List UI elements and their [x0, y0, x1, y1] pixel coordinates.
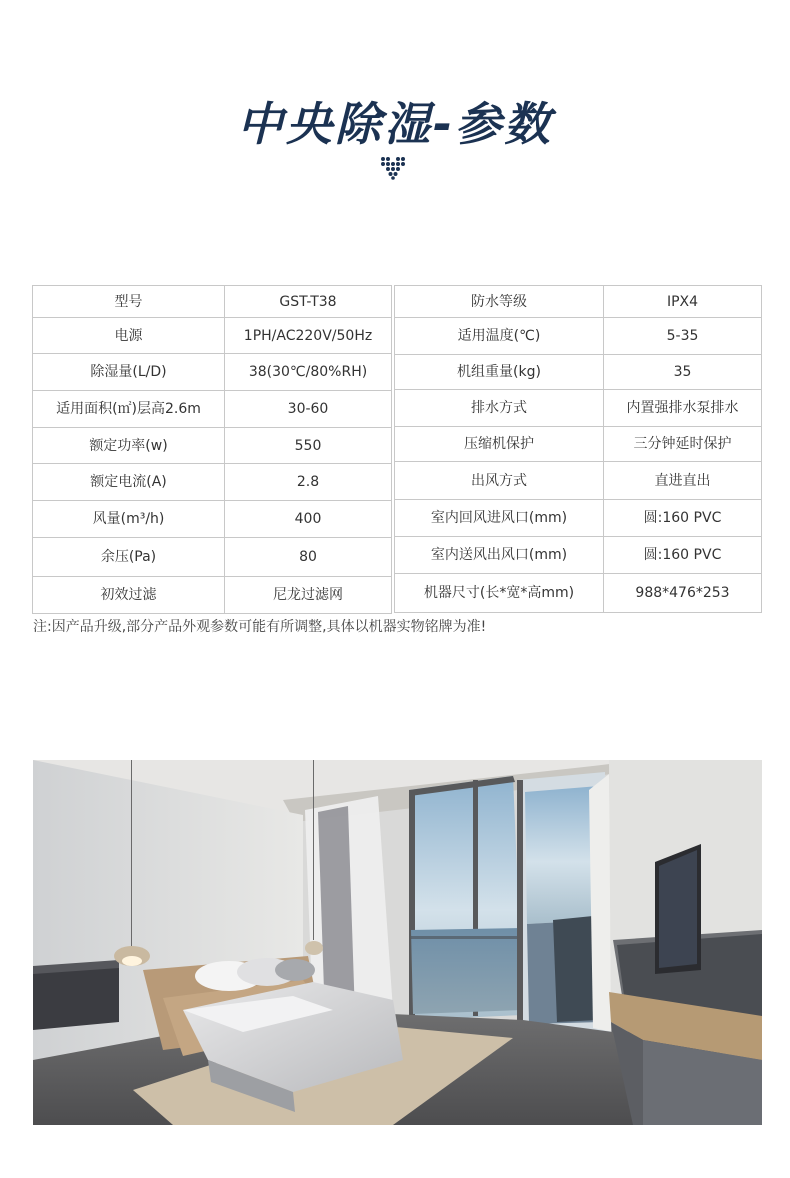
spec-label: 出风方式	[395, 462, 604, 500]
table-row	[395, 427, 762, 462]
dotted-heart-logo-icon	[380, 156, 406, 180]
table-row	[395, 537, 762, 574]
table-row	[33, 464, 392, 501]
spec-value: 5-35	[604, 318, 762, 355]
table-row	[395, 318, 762, 355]
spec-value: 圆:160 PVC	[604, 500, 762, 537]
table-row	[395, 286, 762, 318]
table-row	[33, 354, 392, 391]
spec-value: 400	[225, 501, 392, 538]
spec-label: 适用温度(℃)	[395, 318, 604, 355]
spec-value: 三分钟延时保护	[604, 427, 762, 462]
spec-value: 38(30℃/80%RH)	[225, 354, 392, 391]
spec-label: 防水等级	[395, 286, 604, 318]
spec-label: 机组重量(kg)	[395, 355, 604, 390]
table-row	[395, 462, 762, 500]
table-row	[395, 574, 762, 613]
spec-label: 室内回风进风口(mm)	[395, 500, 604, 537]
spec-value: GST-T38	[225, 286, 392, 318]
spec-label: 初效过滤	[33, 577, 225, 614]
spec-tables	[32, 285, 761, 608]
table-row	[395, 390, 762, 427]
spec-label: 排水方式	[395, 390, 604, 427]
spec-label: 压缩机保护	[395, 427, 604, 462]
table-row	[33, 501, 392, 538]
spec-table-right	[394, 285, 762, 613]
spec-value: 550	[225, 428, 392, 464]
spec-label: 机器尺寸(长*宽*高mm)	[395, 574, 604, 613]
spec-label: 室内送风出风口(mm)	[395, 537, 604, 574]
spec-value: 圆:160 PVC	[604, 537, 762, 574]
table-row	[33, 577, 392, 614]
spec-label: 额定功率(w)	[33, 428, 225, 464]
spec-label: 电源	[33, 318, 225, 354]
disclaimer-note: 注:因产品升级,部分产品外观参数可能有所调整,具体以机器实物铭牌为准!	[33, 619, 487, 635]
spec-label: 风量(m³/h)	[33, 501, 225, 538]
page-title: 中央除湿-参数	[236, 97, 554, 151]
spec-value: IPX4	[604, 286, 762, 318]
spec-value: 直进直出	[604, 462, 762, 500]
spec-label: 余压(Pa)	[33, 538, 225, 577]
spec-value: 1PH/AC220V/50Hz	[225, 318, 392, 354]
spec-value: 30-60	[225, 391, 392, 428]
table-row	[395, 355, 762, 390]
table-row	[33, 538, 392, 577]
spec-label: 适用面积(㎡)层高2.6m	[33, 391, 225, 428]
table-row	[33, 286, 392, 318]
spec-value: 尼龙过滤网	[225, 577, 392, 614]
spec-label: 额定电流(A)	[33, 464, 225, 501]
spec-value: 内置强排水泵排水	[604, 390, 762, 427]
spec-value: 80	[225, 538, 392, 577]
spec-value: 2.8	[225, 464, 392, 501]
spec-table-left	[32, 285, 392, 614]
spec-value: 35	[604, 355, 762, 390]
table-row	[33, 428, 392, 464]
table-row	[33, 391, 392, 428]
spec-label: 型号	[33, 286, 225, 318]
table-row	[395, 500, 762, 537]
spec-label: 除湿量(L/D)	[33, 354, 225, 391]
bedroom-photo	[33, 760, 762, 1125]
table-row	[33, 318, 392, 354]
spec-value: 988*476*253	[604, 574, 762, 613]
